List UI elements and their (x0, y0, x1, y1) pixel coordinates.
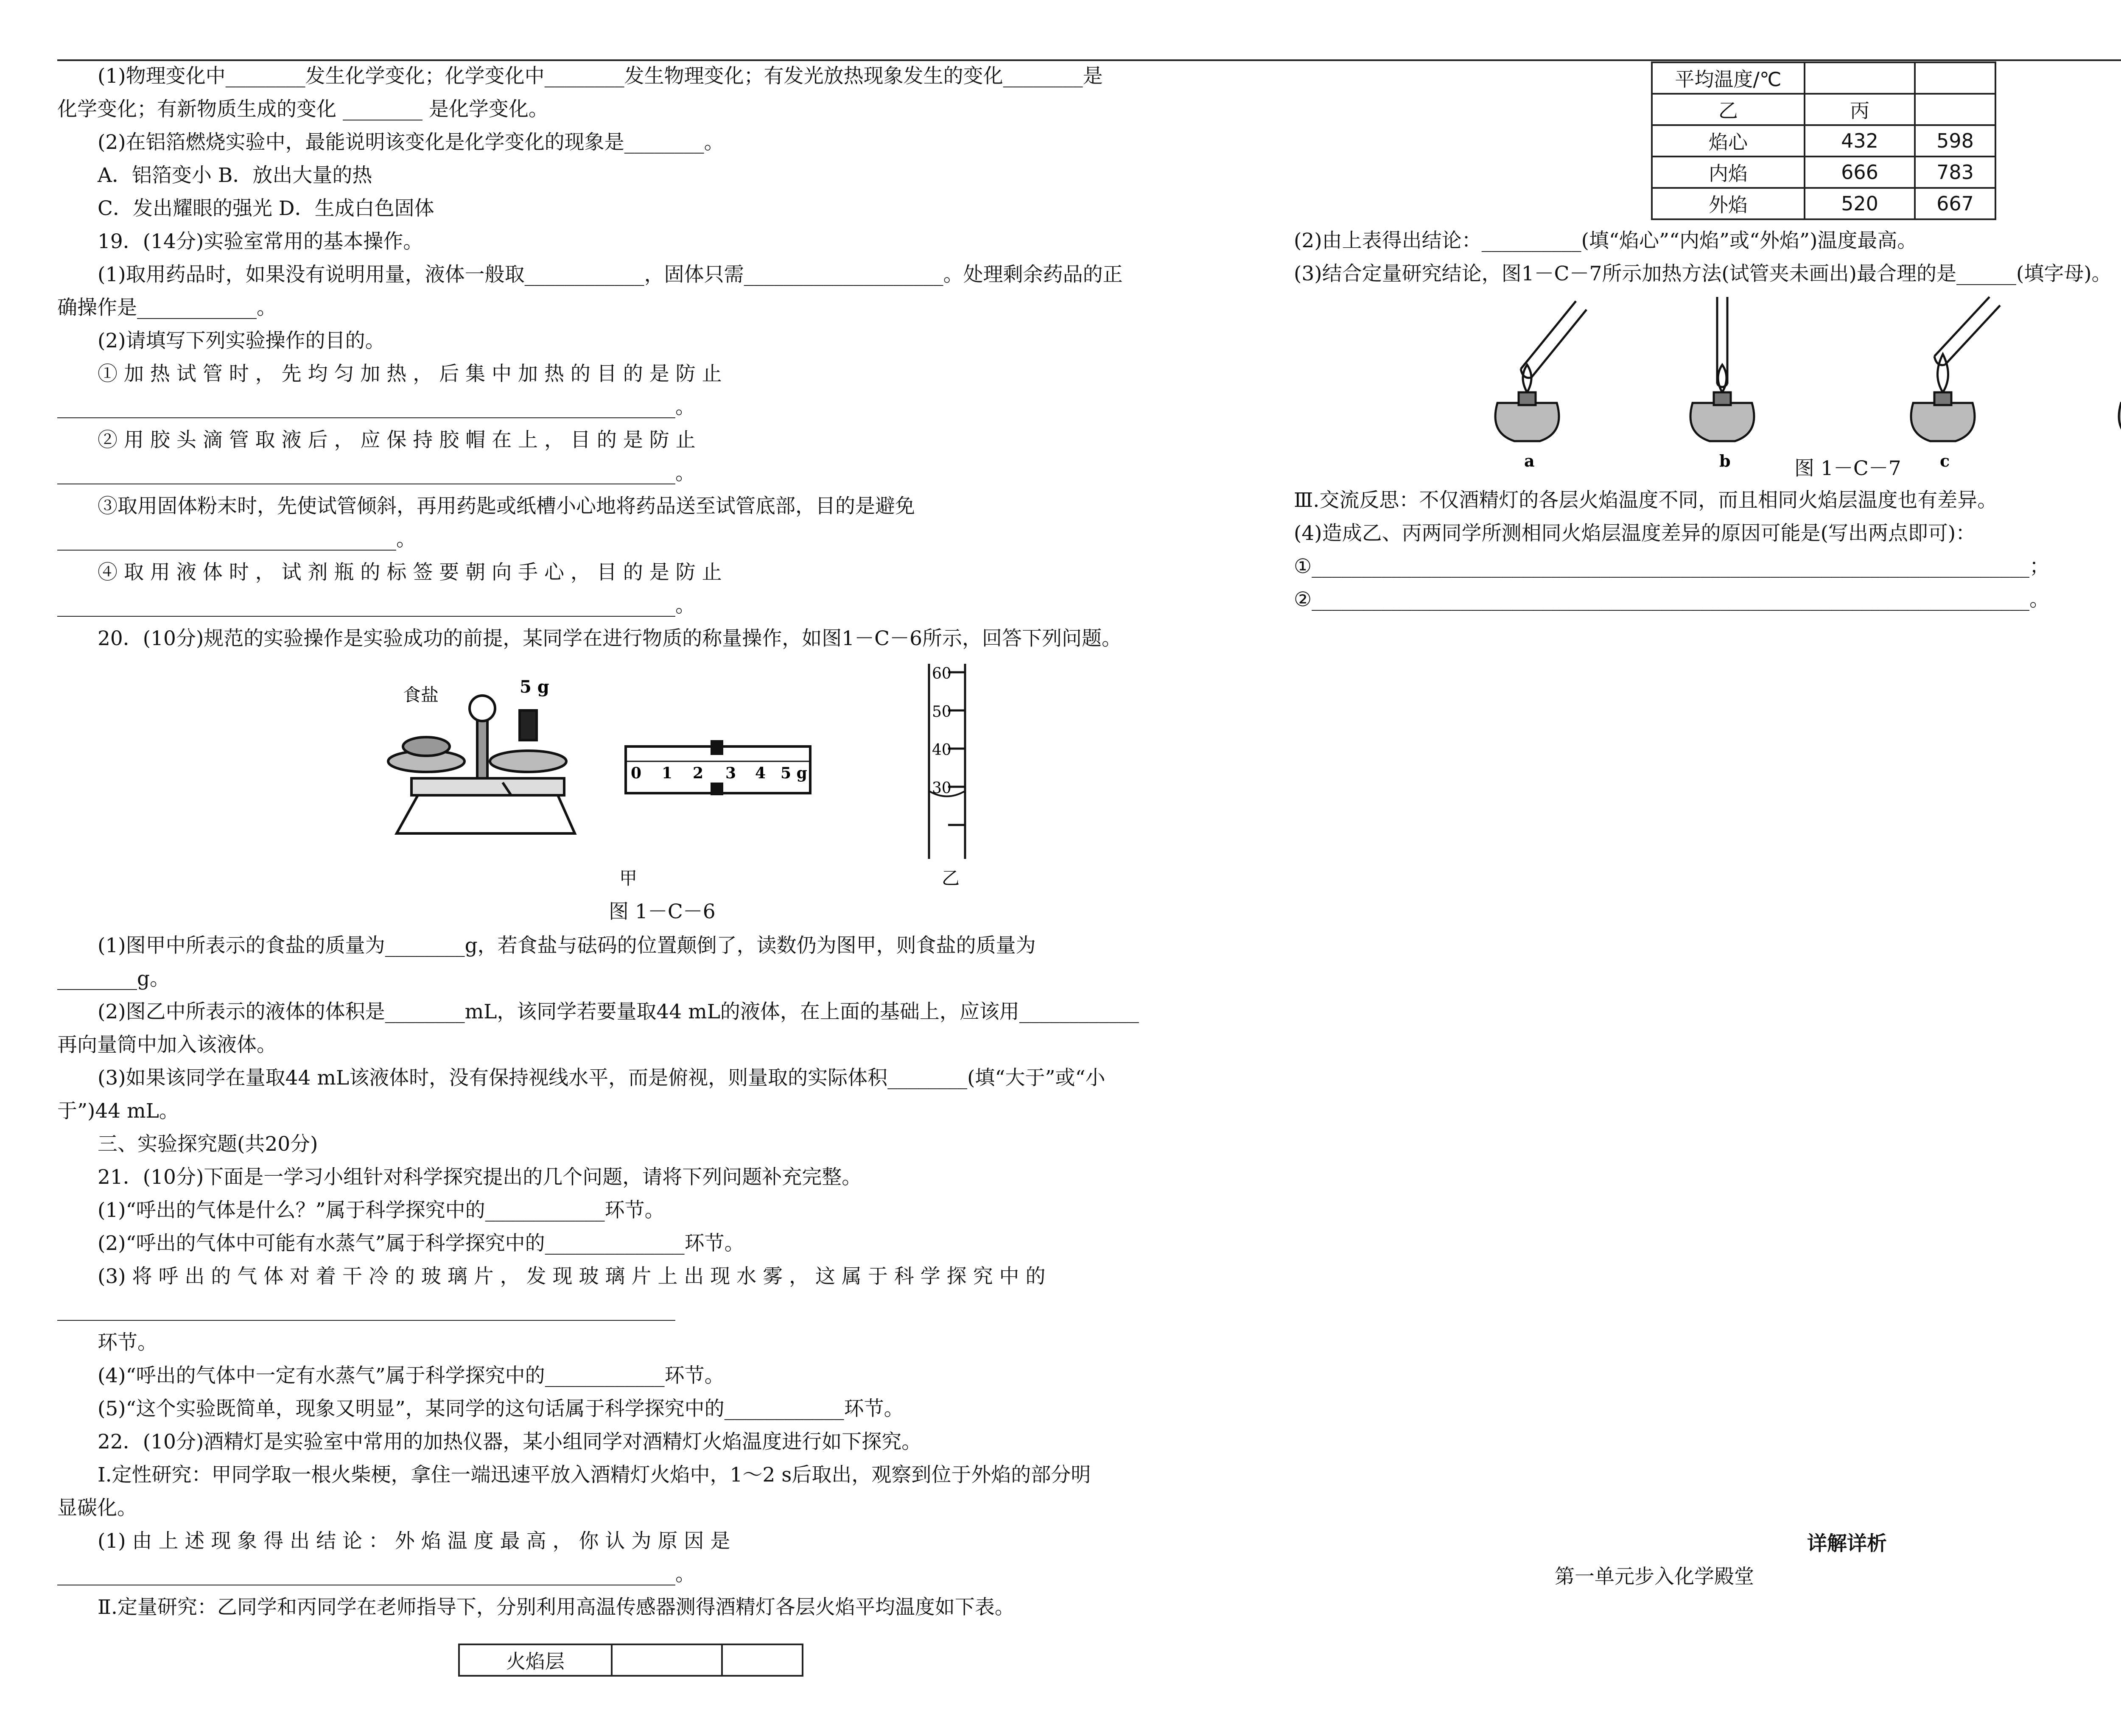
q22-4-answer-1: ①________________________________________________________________________； (1294, 555, 2050, 578)
q18-2: (2)在铝箔燃烧实验中，最能说明该变化是化学变化的现象是________。 (98, 131, 724, 154)
table-cell (1805, 62, 1915, 94)
q19-2-c: ③取用固体粉末时，先使试管倾斜，再用药匙或纸槽小心地将药品送至试管底部，目的是避免 (98, 495, 915, 518)
q22-4-answer-2: ②________________________________________________________________________。 (1294, 588, 2050, 611)
q22-part2: Ⅱ.定量研究：乙同学和丙同学在老师指导下，分别利用高温传感器测得酒精灯各层火焰平均温度如下表。 (98, 1596, 1015, 1619)
part3-reflection: Ⅲ.交流反思：不仅酒精灯的各层火焰温度不同，而且相同火焰层温度也有差异。 (1294, 489, 1998, 512)
q20-2: (2)图乙中所表示的液体的体积是________mL，该同学若要量取44 mL的液体，在上面的基础上，应该用____________ (98, 1000, 1139, 1023)
table-row (1652, 62, 1995, 94)
q22-part1-cont: 显碳化。 (57, 1496, 137, 1520)
table-cell: 520 (1805, 188, 1915, 219)
q22-part1: Ⅰ.定性研究：甲同学取一根火柴梗，拿住一端迅速平放入酒精灯火焰中，1～2 s后取出，观察到位于外焰的部分明 (98, 1463, 1091, 1487)
table-cell: 乙 (1652, 94, 1805, 125)
q22-1-blank: ______________________________________________________________。 (57, 1563, 695, 1586)
figure-jia-label: 甲 (619, 868, 638, 889)
table-cell: 432 (1805, 125, 1915, 157)
weight-label: 5 g (520, 677, 549, 697)
table-cell: 783 (1915, 157, 1995, 188)
q19-title: 19．(14分)实验室常用的基本操作。 (98, 230, 423, 253)
answer-section-title: 详解详析 (1807, 1532, 1887, 1555)
ruler-tick-5: 5 g (781, 764, 807, 782)
q19-2-a-blank: ______________________________________________________________。 (57, 395, 695, 419)
q20-1: (1)图甲中所表示的食盐的质量为________g，若食盐与砝码的位置颠倒了，读数仍为图甲，则食盐的质量为 (98, 934, 1036, 957)
q22-title: 22．(10分)酒精灯是实验室中常用的加热仪器，某小组同学对酒精灯火焰温度进行如下探究。 (98, 1430, 922, 1454)
graduated-cylinder (929, 664, 965, 859)
figure-1-c-7-caption: 图 1－C－7 (1794, 457, 1901, 480)
q19-2-d: ④ 取 用 液 体 时 ， 试 剂 瓶 的 标 签 要 朝 向 手 心 ， 目 的 是 防 止 (98, 561, 722, 584)
table-cell: 丙 (1805, 94, 1915, 125)
q21-1: (1)“呼出的气体是什么？”属于科学探究中的____________环节。 (98, 1199, 665, 1222)
q19-2-b: ② 用 胶 头 滴 管 取 液 后 ， 应 保 持 胶 帽 在 上 ， 目 的 是 防 止 (98, 428, 696, 452)
q20-title: 20．(10分)规范的实验操作是实验成功的前提，某同学在进行物质的称量操作，如图1－C－6所示，回答下列问题。 (98, 627, 1122, 650)
heating-method-c (1911, 297, 2000, 441)
q19-2-b-blank: ______________________________________________________________。 (57, 461, 695, 485)
q18-1-cont: 化学变化；有新物质生成的变化 ________ 是化学变化。 (57, 98, 548, 121)
q22-1: (1) 由 上 述 现 象 得 出 结 论 ： 外 焰 温 度 最 高 ， 你 认 为 原 因 是 (98, 1529, 730, 1553)
q19-2: (2)请填写下列实验操作的目的。 (98, 329, 385, 352)
table-cell: 内焰 (1652, 157, 1805, 188)
table-cell: 667 (1915, 188, 1995, 219)
q21-title: 21．(10分)下面是一学习小组针对科学探究提出的几个问题，请将下列问题补充完整。 (98, 1166, 862, 1189)
balance-illustration (388, 696, 575, 833)
table-cell (1915, 94, 1995, 125)
figure-1-c-6-caption: 图 1－C－6 (609, 900, 716, 923)
table-cell: 火焰层 (459, 1644, 612, 1676)
table-row (1652, 94, 1995, 125)
table-row (1652, 125, 1995, 157)
table-cell: 平均温度/℃ (1652, 62, 1805, 94)
table-cell (722, 1644, 803, 1676)
table-cell: 666 (1805, 157, 1915, 188)
q19-2-c-blank: __________________________________。 (57, 528, 416, 551)
table-cell: 焰心 (1652, 125, 1805, 157)
table-cell: 外焰 (1652, 188, 1805, 219)
q20-3: (3)如果该同学在量取44 mL该液体时，没有保持视线水平，而是俯视，则量取的实际体积________(填“大于”或“小 (98, 1066, 1105, 1090)
flame-layer-table-head (458, 1644, 803, 1677)
q21-3: (3) 将 呼 出 的 气 体 对 着 干 冷 的 玻 璃 片 ， 发 现 玻 璃 片 上 出 现 水 雾 ， 这 属 于 科 学 探 究 中 的 (98, 1265, 1046, 1288)
top-rule (57, 59, 2121, 61)
cylinder-mark-40: 40 (932, 741, 951, 759)
heating-method-a (1495, 301, 1587, 441)
cylinder-mark-50: 50 (932, 703, 951, 721)
figure-1-c-7 (1463, 293, 2121, 513)
q20-3-cont: 于”)44 mL。 (57, 1099, 179, 1123)
q19-1: (1)取用药品时，如果没有说明用量，液体一般取____________，固体只需____________________。处理剩余药品的正 (98, 263, 1123, 286)
method-label-a: a (1524, 451, 1535, 470)
table-row (1652, 157, 1995, 188)
figure-1-c-6 (371, 655, 1007, 893)
ruler-tick-0: 0 (631, 764, 642, 782)
q21-5: (5)“这个实验既简单，现象又明显”，某同学的这句话属于科学探究中的____________环节。 (98, 1397, 904, 1420)
table-cell: 598 (1915, 125, 1995, 157)
table-cell (612, 1644, 722, 1676)
q20-2-cont: 再向量筒中加入该液体。 (57, 1033, 277, 1057)
figure-yi-label: 乙 (942, 868, 960, 889)
section-3-title: 三、实验探究题(共20分) (98, 1132, 318, 1156)
ruler-tick-4: 4 (755, 764, 766, 782)
q18-options-cd: C．发出耀眼的强光 D．生成白色固体 (98, 197, 434, 220)
q18-options-ab: A．铝箔变小 B．放出大量的热 (98, 164, 372, 187)
table-cell (1915, 62, 1995, 94)
q19-2-d-blank: ______________________________________________________________。 (57, 594, 695, 617)
q21-3-cont: 环节。 (98, 1331, 157, 1354)
ruler-tick-1: 1 (662, 764, 673, 782)
method-label-b: b (1719, 451, 1731, 470)
table-row (1652, 188, 1995, 219)
cylinder-mark-60: 60 (932, 665, 951, 682)
q21-3-blank: ______________________________________________________________ (57, 1298, 675, 1321)
q18-1: (1)物理变化中________发生化学变化；化学变化中________发生物理变化；有发光放热现象发生的变化________是 (98, 64, 1103, 88)
q22-4: (4)造成乙、丙两同学所测相同火焰层温度差异的原因可能是(写出两点即可)： (1294, 522, 1976, 545)
heating-method-d (2119, 293, 2121, 441)
salt-label: 食盐 (403, 685, 439, 705)
q22-2: (2)由上表得出结论：__________(填“焰心”“内焰”或“外焰”)温度最高。 (1294, 229, 1917, 252)
q19-1-cont: 确操作是____________。 (57, 296, 277, 319)
q21-4: (4)“呼出的气体中一定有水蒸气”属于科学探究中的____________环节。 (98, 1364, 725, 1387)
q21-2: (2)“呼出的气体中可能有水蒸气”属于科学探究中的______________环节。 (98, 1232, 744, 1255)
heating-method-b (1690, 297, 1754, 441)
q22-3: (3)结合定量研究结论，图1－C－7所示加热方法(试管夹未画出)最合理的是______(填字母)。 (1294, 262, 2112, 285)
q19-2-a: ① 加 热 试 管 时 ， 先 均 匀 加 热 ， 后 集 中 加 热 的 目 的 是 防 止 (98, 362, 722, 386)
method-label-c: c (1940, 451, 1950, 470)
ruler-tick-2: 2 (693, 764, 704, 782)
flame-temperature-table (1651, 62, 1996, 220)
ruler-tick-3: 3 (725, 764, 736, 782)
cylinder-mark-30: 30 (932, 780, 951, 797)
q20-1-cont: ________g。 (57, 967, 170, 990)
unit-title: 第一单元步入化学殿堂 (1555, 1565, 1754, 1588)
